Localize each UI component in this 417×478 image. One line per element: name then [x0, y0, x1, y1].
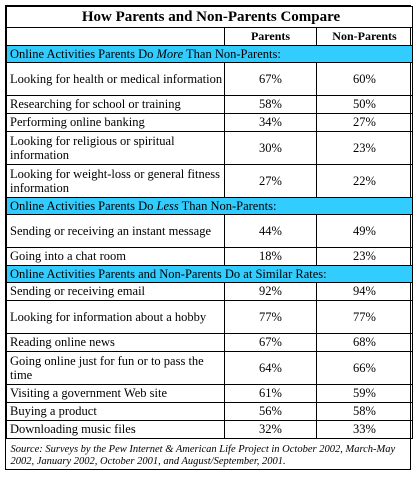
activity-label: Going online just for fun or to pass the time — [7, 352, 225, 385]
section-heading-post: Than Non-Parents: — [178, 198, 277, 213]
table-row — [7, 96, 413, 114]
column-header-non-parents: Non-Parents — [317, 28, 413, 46]
non-parents-value: 94% — [317, 283, 413, 301]
section-heading-emphasis: Less — [156, 198, 179, 213]
source-row — [7, 439, 413, 474]
comparison-table — [6, 6, 413, 473]
parents-value: 44% — [225, 215, 317, 248]
section-header-similar — [7, 266, 413, 283]
section-header-more — [7, 46, 413, 63]
activity-label: Looking for religious or spiritual information — [7, 132, 225, 165]
table-row — [7, 165, 413, 198]
column-header-activity — [7, 28, 225, 46]
activity-label: Visiting a government Web site — [7, 385, 225, 403]
table-row — [7, 301, 413, 334]
activity-label: Sending or receiving email — [7, 283, 225, 301]
section-heading-pre: Online Activities Parents Do — [10, 46, 157, 61]
source-note: Source: Surveys by the Pew Internet & American Life Project in October 2002, March-May 2002, January 2002, October 2001, and August/September, 2001. — [10, 444, 396, 467]
table-row — [7, 63, 413, 96]
parents-value: 67% — [225, 63, 317, 96]
non-parents-value: 50% — [317, 96, 413, 114]
non-parents-value: 59% — [317, 385, 413, 403]
section-heading: Online Activities Parents and Non-Parents Do at Similar Rates: — [7, 266, 413, 283]
activity-label: Buying a product — [7, 403, 225, 421]
activity-label: Going into a chat room — [7, 248, 225, 266]
activity-label: Reading online news — [7, 334, 225, 352]
parents-value: 32% — [225, 421, 317, 439]
activity-label: Sending or receiving an instant message — [7, 215, 225, 248]
table-row — [7, 132, 413, 165]
non-parents-value: 77% — [317, 301, 413, 334]
parents-value: 18% — [225, 248, 317, 266]
activity-label: Performing online banking — [7, 114, 225, 132]
title-row — [7, 7, 413, 28]
table-row — [7, 215, 413, 248]
non-parents-value: 66% — [317, 352, 413, 385]
table-title: How Parents and Non-Parents Compare — [7, 7, 413, 28]
non-parents-value: 23% — [317, 248, 413, 266]
parents-value: 27% — [225, 165, 317, 198]
table-row — [7, 421, 413, 439]
non-parents-value: 23% — [317, 132, 413, 165]
table-row — [7, 114, 413, 132]
non-parents-value: 68% — [317, 334, 413, 352]
section-heading-pre: Online Activities Parents Do — [10, 198, 157, 213]
table-row — [7, 283, 413, 301]
non-parents-value: 58% — [317, 403, 413, 421]
column-header-row — [7, 28, 413, 46]
comparison-table-container — [5, 5, 411, 470]
activity-label: Researching for school or training — [7, 96, 225, 114]
parents-value: 34% — [225, 114, 317, 132]
column-header-parents: Parents — [225, 28, 317, 46]
parents-value: 92% — [225, 283, 317, 301]
table-row — [7, 352, 413, 385]
non-parents-value: 60% — [317, 63, 413, 96]
section-header-less — [7, 198, 413, 215]
parents-value: 30% — [225, 132, 317, 165]
table-row — [7, 385, 413, 403]
non-parents-value: 33% — [317, 421, 413, 439]
parents-value: 64% — [225, 352, 317, 385]
table-row — [7, 334, 413, 352]
parents-value: 67% — [225, 334, 317, 352]
table-row — [7, 403, 413, 421]
section-heading-post: Than Non-Parents: — [183, 46, 281, 61]
parents-value: 61% — [225, 385, 317, 403]
non-parents-value: 49% — [317, 215, 413, 248]
activity-label: Looking for health or medical information — [7, 63, 225, 96]
parents-value: 58% — [225, 96, 317, 114]
activity-label: Looking for weight-loss or general fitness information — [7, 165, 225, 198]
non-parents-value: 27% — [317, 114, 413, 132]
non-parents-value: 22% — [317, 165, 413, 198]
parents-value: 56% — [225, 403, 317, 421]
activity-label: Looking for information about a hobby — [7, 301, 225, 334]
parents-value: 77% — [225, 301, 317, 334]
section-heading-emphasis: More — [156, 46, 184, 61]
activity-label: Downloading music files — [7, 421, 225, 439]
table-row — [7, 248, 413, 266]
